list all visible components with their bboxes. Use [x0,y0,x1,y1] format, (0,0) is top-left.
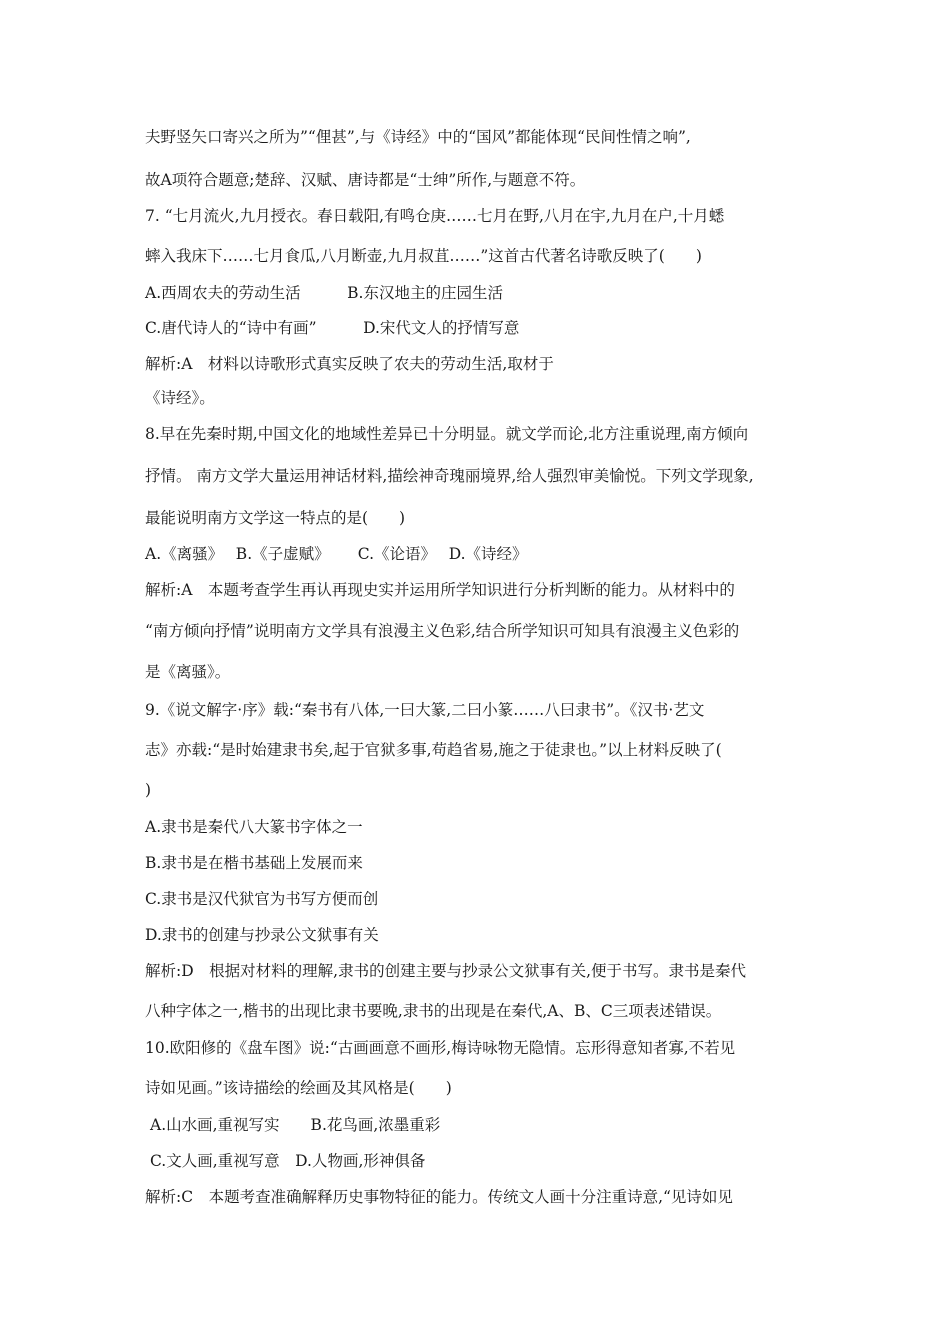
option-line: C.隶书是汉代狱官为书写方便而创 [145,890,379,908]
answer-analysis: 解析:D 根据对材料的理解,隶书的创建主要与抄录公文狱事有关,便于书写。隶书是秦代 [145,962,747,980]
option-line: A.山水画,重视写实 B.花鸟画,浓墨重彩 [150,1116,441,1134]
question-8: 8.早在先秦时期,中国文化的地域性差异已十分明显。就文学而论,北方注重说理,南方倾向 [145,425,749,443]
text-line: 诗如见画。”该诗描绘的绘画及其风格是( ) [145,1079,452,1097]
option-line: C.唐代诗人的“诗中有画” D.宋代文人的抒情写意 [145,319,520,337]
option-line: A.隶书是秦代八大篆书字体之一 [145,818,363,836]
text-line: 故A项符合题意;楚辞、汉赋、唐诗都是“士绅”所作,与题意不符。 [145,171,586,189]
option-line: C.文人画,重视写意 D.人物画,形神俱备 [150,1152,426,1170]
text-line: 《诗经》。 [145,389,215,407]
question-7: 7. “七月流火,九月授衣。春日载阳,有鸣仓庚……七月在野,八月在宇,九月在户,十月蟋 [145,207,725,225]
text-line: 最能说明南方文学这一特点的是( ) [145,509,406,527]
option-line: A.《离骚》 B.《子虚赋》 C.《论语》 D.《诗经》 [145,545,528,563]
text-line: 是《离骚》。 [145,663,231,681]
question-10: 10.欧阳修的《盘车图》说:“古画画意不画形,梅诗咏物无隐情。忘形得意知者寡,不若见 [145,1039,736,1057]
answer-analysis: 解析:A 材料以诗歌形式真实反映了农夫的劳动生活,取材于 [145,355,554,373]
text-line: 夫野竖矢口寄兴之所为”“俚甚”,与《诗经》中的“国风”都能体现“民间性情之响”, [145,128,691,146]
text-line: 志》亦载:“是时始建隶书矣,起于官狱多事,苟趋省易,施之于徒隶也。”以上材料反映了( [145,741,722,759]
text-line: ) [145,781,152,799]
option-line: D.隶书的创建与抄录公文狱事有关 [145,926,379,944]
option-line: B.隶书是在楷书基础上发展而来 [145,854,363,872]
answer-analysis: 解析:A 本题考查学生再认再现史实并运用所学知识进行分析判断的能力。从材料中的 [145,581,735,599]
answer-analysis: 解析:C 本题考查准确解释历史事物特征的能力。传统文人画十分注重诗意,“见诗如见 [145,1188,733,1206]
text-line: 八种字体之一,楷书的出现比隶书要晚,隶书的出现是在秦代,A、B、C三项表述错误。 [145,1002,722,1020]
text-line: 蟀入我床下……七月食瓜,八月断壶,九月叔苴……”这首古代著名诗歌反映了( ) [145,247,702,265]
text-line: “南方倾向抒情”说明南方文学具有浪漫主义色彩,结合所学知识可知具有浪漫主义色彩的 [145,622,740,640]
option-line: A.西周农夫的劳动生活 B.东汉地主的庄园生活 [145,284,503,302]
question-9: 9.《说文解字·序》载:“秦书有八体,一曰大篆,二曰小篆……八曰隶书”。《汉书·艺文 [145,701,705,719]
text-line: 抒情。 南方文学大量运用神话材料,描绘神奇瑰丽境界,给人强烈审美愉悦。下列文学现象, [145,467,754,485]
